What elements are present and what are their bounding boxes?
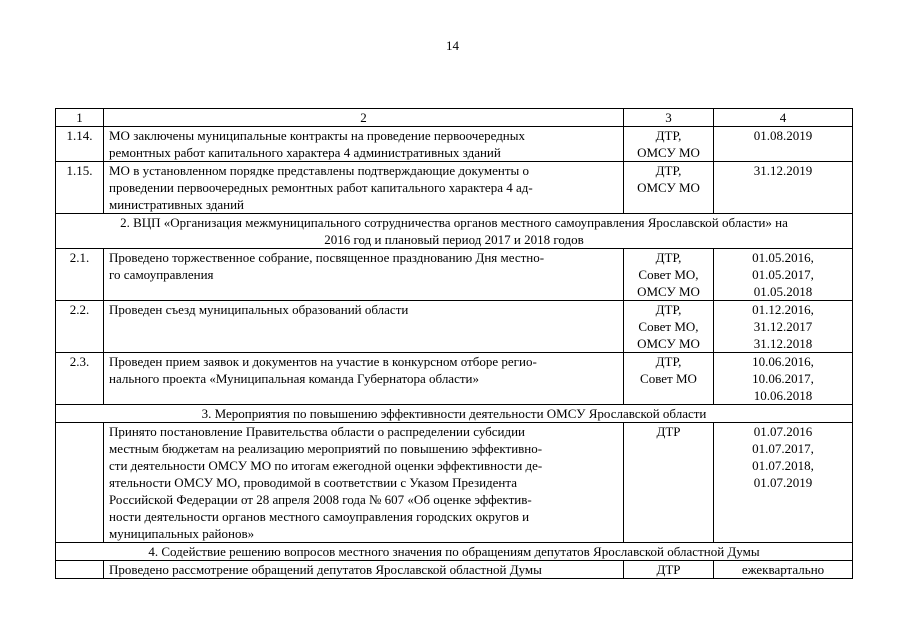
row-number: 2.3. [56, 353, 104, 405]
row-responsible: ДТР, ОМСУ МО [624, 162, 714, 214]
row-number [56, 423, 104, 543]
row-date: 01.08.2019 [714, 127, 853, 162]
row-number: 1.15. [56, 162, 104, 214]
row-description: Проведен прием заявок и документов на участие в конкурсном отборе регио- нального проекта «Муниципальная команда Губернатора области» [104, 353, 624, 405]
section-2-title: 2. ВЦП «Организация межмуниципального сотрудничества органов местного самоуправления Ярославской области» на 2016 год и плановый период 2017 и 2018 годов [56, 214, 853, 249]
row-description: МО в установленном порядке представлены подтверждающие документы о проведении первоочередных ремонтных работ капитального характера 4 ад- министративных зданий [104, 162, 624, 214]
row-date: ежеквартально [714, 561, 853, 579]
row-date: 01.07.2016 01.07.2017, 01.07.2018, 01.07.2019 [714, 423, 853, 543]
row-responsible: ДТР [624, 561, 714, 579]
row-number: 2.1. [56, 249, 104, 301]
row-number [56, 561, 104, 579]
section-header-row [56, 214, 853, 249]
row-responsible: ДТР, Совет МО [624, 353, 714, 405]
row-date: 01.12.2016, 31.12.2017 31.12.2018 [714, 301, 853, 353]
plan-table [55, 108, 853, 579]
header-cell-3: 3 [624, 109, 714, 127]
section-3-title: 3. Мероприятия по повышению эффективности деятельности ОМСУ Ярославской области [56, 405, 853, 423]
row-date: 31.12.2019 [714, 162, 853, 214]
table-row [56, 423, 853, 543]
row-date: 10.06.2016, 10.06.2017, 10.06.2018 [714, 353, 853, 405]
row-responsible: ДТР, Совет МО, ОМСУ МО [624, 249, 714, 301]
section-header-row [56, 543, 853, 561]
row-description: МО заключены муниципальные контракты на проведение первоочередных ремонтных работ капитального характера 4 административных зданий [104, 127, 624, 162]
row-description: Проведено торжественное собрание, посвященное празднованию Дня местно- го самоуправления [104, 249, 624, 301]
header-cell-2: 2 [104, 109, 624, 127]
table-row [56, 127, 853, 162]
row-number: 1.14. [56, 127, 104, 162]
row-date: 01.05.2016, 01.05.2017, 01.05.2018 [714, 249, 853, 301]
row-description: Проведен съезд муниципальных образований области [104, 301, 624, 353]
row-responsible: ДТР, Совет МО, ОМСУ МО [624, 301, 714, 353]
section-header-row [56, 405, 853, 423]
table-row [56, 249, 853, 301]
table-row [56, 162, 853, 214]
row-description: Принято постановление Правительства области о распределении субсидии местным бюджетам на реализацию мероприятий по повышению эффективно- сти деятельности ОМСУ МО по итогам ежегодной оценки эффективности де- ятельности ОМСУ МО, проводимой в соответствии с Указом Президента Российской Федерации от 28 апреля 2008 года № 607 «Об оценке эффектив- ности деятельности органов местного самоуправления городских округов и муниципальных районов» [104, 423, 624, 543]
table-row [56, 301, 853, 353]
table-row [56, 353, 853, 405]
table-header-row [56, 109, 853, 127]
header-cell-1: 1 [56, 109, 104, 127]
row-responsible: ДТР, ОМСУ МО [624, 127, 714, 162]
section-4-title: 4. Содействие решению вопросов местного значения по обращениям депутатов Ярославской областной Думы [56, 543, 853, 561]
row-responsible: ДТР [624, 423, 714, 543]
header-cell-4: 4 [714, 109, 853, 127]
row-number: 2.2. [56, 301, 104, 353]
table-row [56, 561, 853, 579]
page-number: 14 [446, 38, 459, 53]
row-description: Проведено рассмотрение обращений депутатов Ярославской областной Думы [104, 561, 624, 579]
